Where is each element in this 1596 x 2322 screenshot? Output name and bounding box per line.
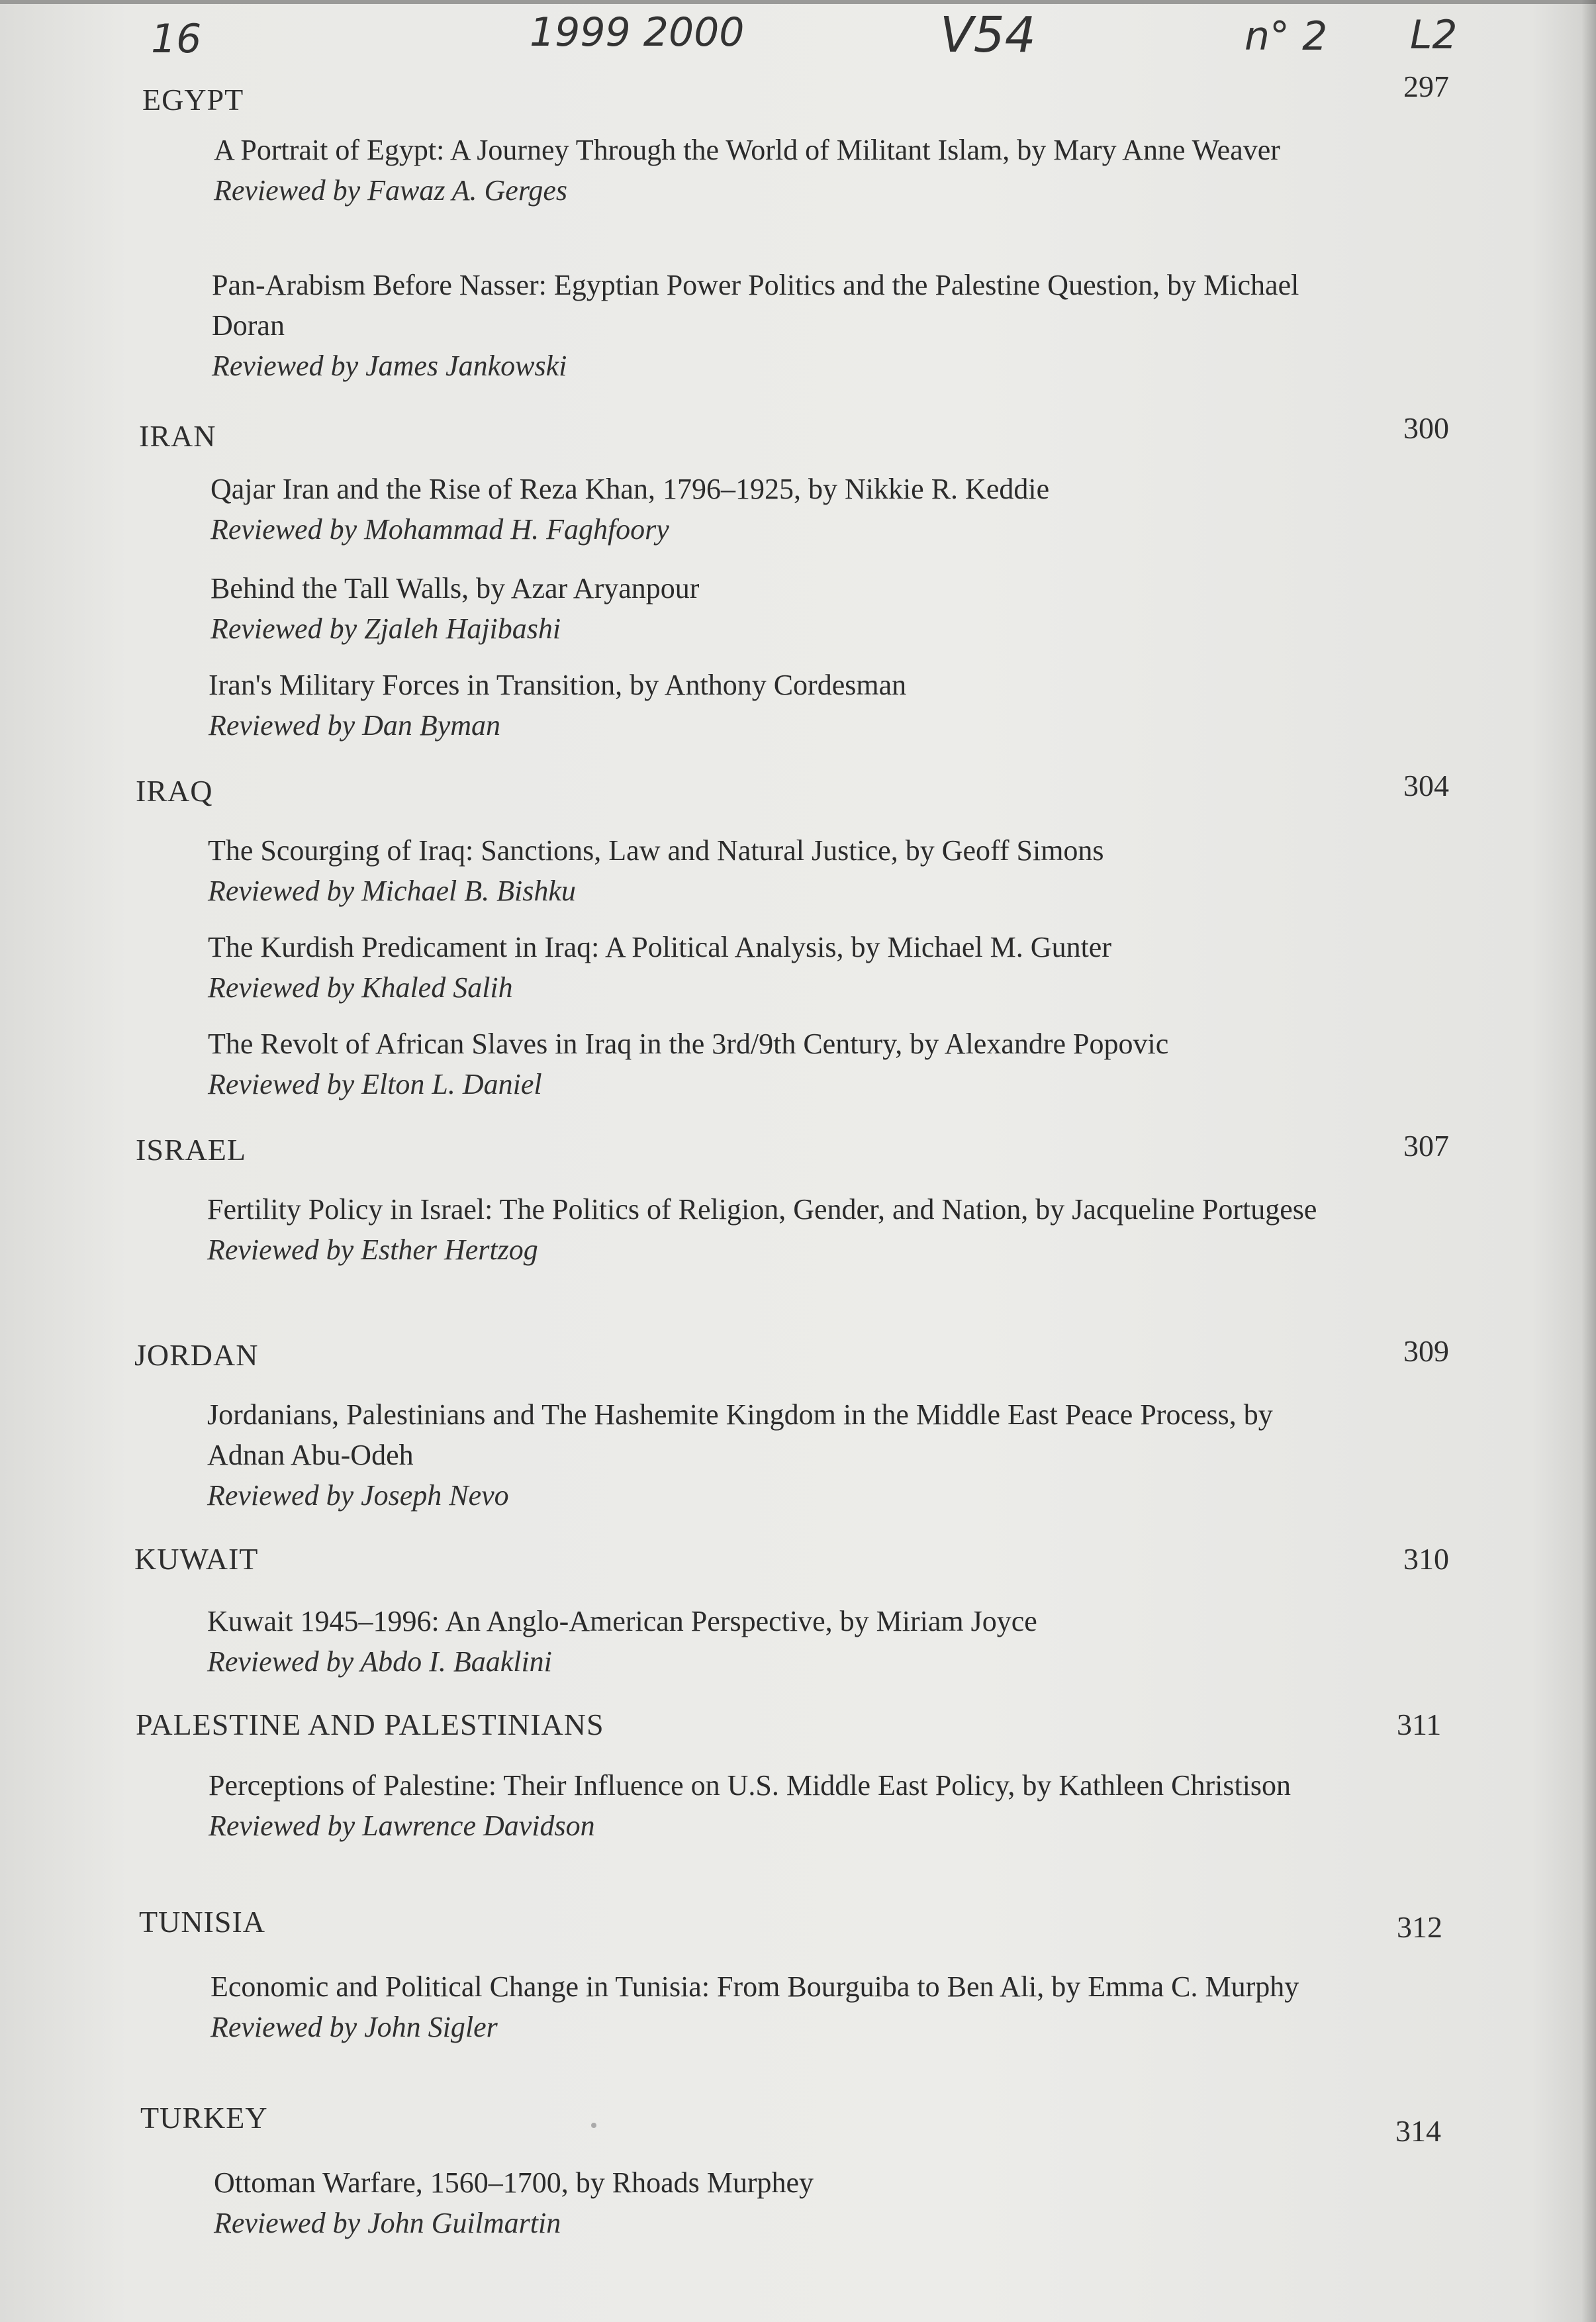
- reviewer: Reviewed by Elton L. Daniel: [208, 1068, 542, 1100]
- handwritten-note: n° 2: [1244, 13, 1328, 60]
- review-entry: [211, 469, 1349, 550]
- section-page-number: 311: [1397, 1708, 1442, 1741]
- book-title: The Kurdish Predicament in Iraq: A Political Analysis, by Michael M. Gunter: [208, 931, 1111, 963]
- book-title: Behind the Tall Walls, by Azar Aryanpour: [211, 572, 700, 605]
- section-heading: IRAN: [139, 419, 216, 453]
- reviewer: Reviewed by Dan Byman: [209, 709, 501, 742]
- review-entry: [211, 1966, 1349, 2047]
- review-entry: [209, 665, 1347, 746]
- review-entry: [207, 1601, 1346, 1682]
- reviewer: Reviewed by Lawrence Davidson: [209, 1810, 595, 1842]
- review-entry: [209, 1765, 1347, 1846]
- review-entry: [214, 2162, 1352, 2243]
- reviewer: Reviewed by Mohammad H. Faghfoory: [211, 513, 669, 546]
- review-entry: [212, 265, 1350, 386]
- handwritten-note: 1999 2000: [530, 9, 745, 56]
- section-heading: JORDAN: [134, 1338, 259, 1372]
- section-page-number: 312: [1397, 1910, 1442, 1944]
- book-title: Jordanians, Palestinians and The Hashemite Kingdom in the Middle East Peace Process, by Adnan Abu-Odeh: [207, 1398, 1273, 1471]
- section-heading: PALESTINE AND PALESTINIANS: [136, 1708, 604, 1741]
- section-page-number: 300: [1403, 411, 1449, 445]
- reviewer: Reviewed by James Jankowski: [212, 350, 567, 382]
- review-entry: [211, 568, 1349, 649]
- reviewer: Reviewed by Zjaleh Hajibashi: [211, 612, 561, 645]
- review-entry: [214, 130, 1352, 211]
- section-page-number: 310: [1403, 1542, 1449, 1576]
- review-entry: [208, 830, 1346, 911]
- book-title: Ottoman Warfare, 1560–1700, by Rhoads Murphey: [214, 2166, 814, 2199]
- book-title: Perceptions of Palestine: Their Influence on U.S. Middle East Policy, by Kathleen Christison: [209, 1769, 1291, 1802]
- section-heading: KUWAIT: [134, 1542, 259, 1576]
- review-entry: [207, 1189, 1346, 1270]
- section-heading: EGYPT: [142, 83, 244, 117]
- handwritten-note: L2: [1410, 12, 1458, 58]
- section-heading: IRAQ: [136, 774, 213, 808]
- ink-speck: [591, 2123, 596, 2128]
- reviewer: Reviewed by John Sigler: [211, 2011, 498, 2043]
- review-entry: [208, 1024, 1346, 1104]
- reviewer: Reviewed by Esther Hertzog: [207, 1234, 538, 1266]
- reviewer: Reviewed by Fawaz A. Gerges: [214, 174, 567, 207]
- book-title: A Portrait of Egypt: A Journey Through the World of Militant Islam, by Mary Anne Weaver: [214, 134, 1280, 166]
- page-binding-shadow: [1581, 0, 1596, 2322]
- handwritten-note: 16: [151, 16, 202, 62]
- section-heading: TURKEY: [140, 2101, 268, 2135]
- book-title: The Revolt of African Slaves in Iraq in the 3rd/9th Century, by Alexandre Popovic: [208, 1028, 1169, 1060]
- book-title: Kuwait 1945–1996: An Anglo-American Perspective, by Miriam Joyce: [207, 1605, 1037, 1637]
- book-title: Iran's Military Forces in Transition, by Anthony Cordesman: [209, 669, 907, 701]
- reviewer: Reviewed by John Guilmartin: [214, 2207, 561, 2239]
- section-page-number: 307: [1403, 1129, 1449, 1163]
- book-title: Qajar Iran and the Rise of Reza Khan, 1796–1925, by Nikkie R. Keddie: [211, 473, 1050, 505]
- review-entry: [208, 927, 1346, 1008]
- handwritten-note: V54: [940, 7, 1036, 64]
- reviewer: Reviewed by Joseph Nevo: [207, 1479, 509, 1512]
- section-heading: TUNISIA: [139, 1905, 265, 1939]
- reviewer: Reviewed by Abdo I. Baaklini: [207, 1645, 552, 1678]
- reviewer: Reviewed by Michael B. Bishku: [208, 875, 576, 907]
- page-top-edge: [0, 0, 1596, 4]
- book-title: Fertility Policy in Israel: The Politics of Religion, Gender, and Nation, by Jacqueline Portugese: [207, 1193, 1317, 1226]
- book-title: Economic and Political Change in Tunisia: From Bourguiba to Ben Ali, by Emma C. Murphy: [211, 1970, 1299, 2003]
- section-page-number: 309: [1403, 1334, 1449, 1368]
- review-entry: [207, 1394, 1346, 1516]
- book-title: Pan-Arabism Before Nasser: Egyptian Power Politics and the Palestine Question, by Michael Doran: [212, 269, 1299, 342]
- section-page-number: 314: [1395, 2114, 1441, 2148]
- book-title: The Scourging of Iraq: Sanctions, Law and Natural Justice, by Geoff Simons: [208, 834, 1104, 867]
- section-heading: ISRAEL: [136, 1133, 246, 1167]
- section-page-number: 297: [1403, 70, 1449, 103]
- reviewer: Reviewed by Khaled Salih: [208, 971, 513, 1004]
- section-page-number: 304: [1403, 769, 1449, 802]
